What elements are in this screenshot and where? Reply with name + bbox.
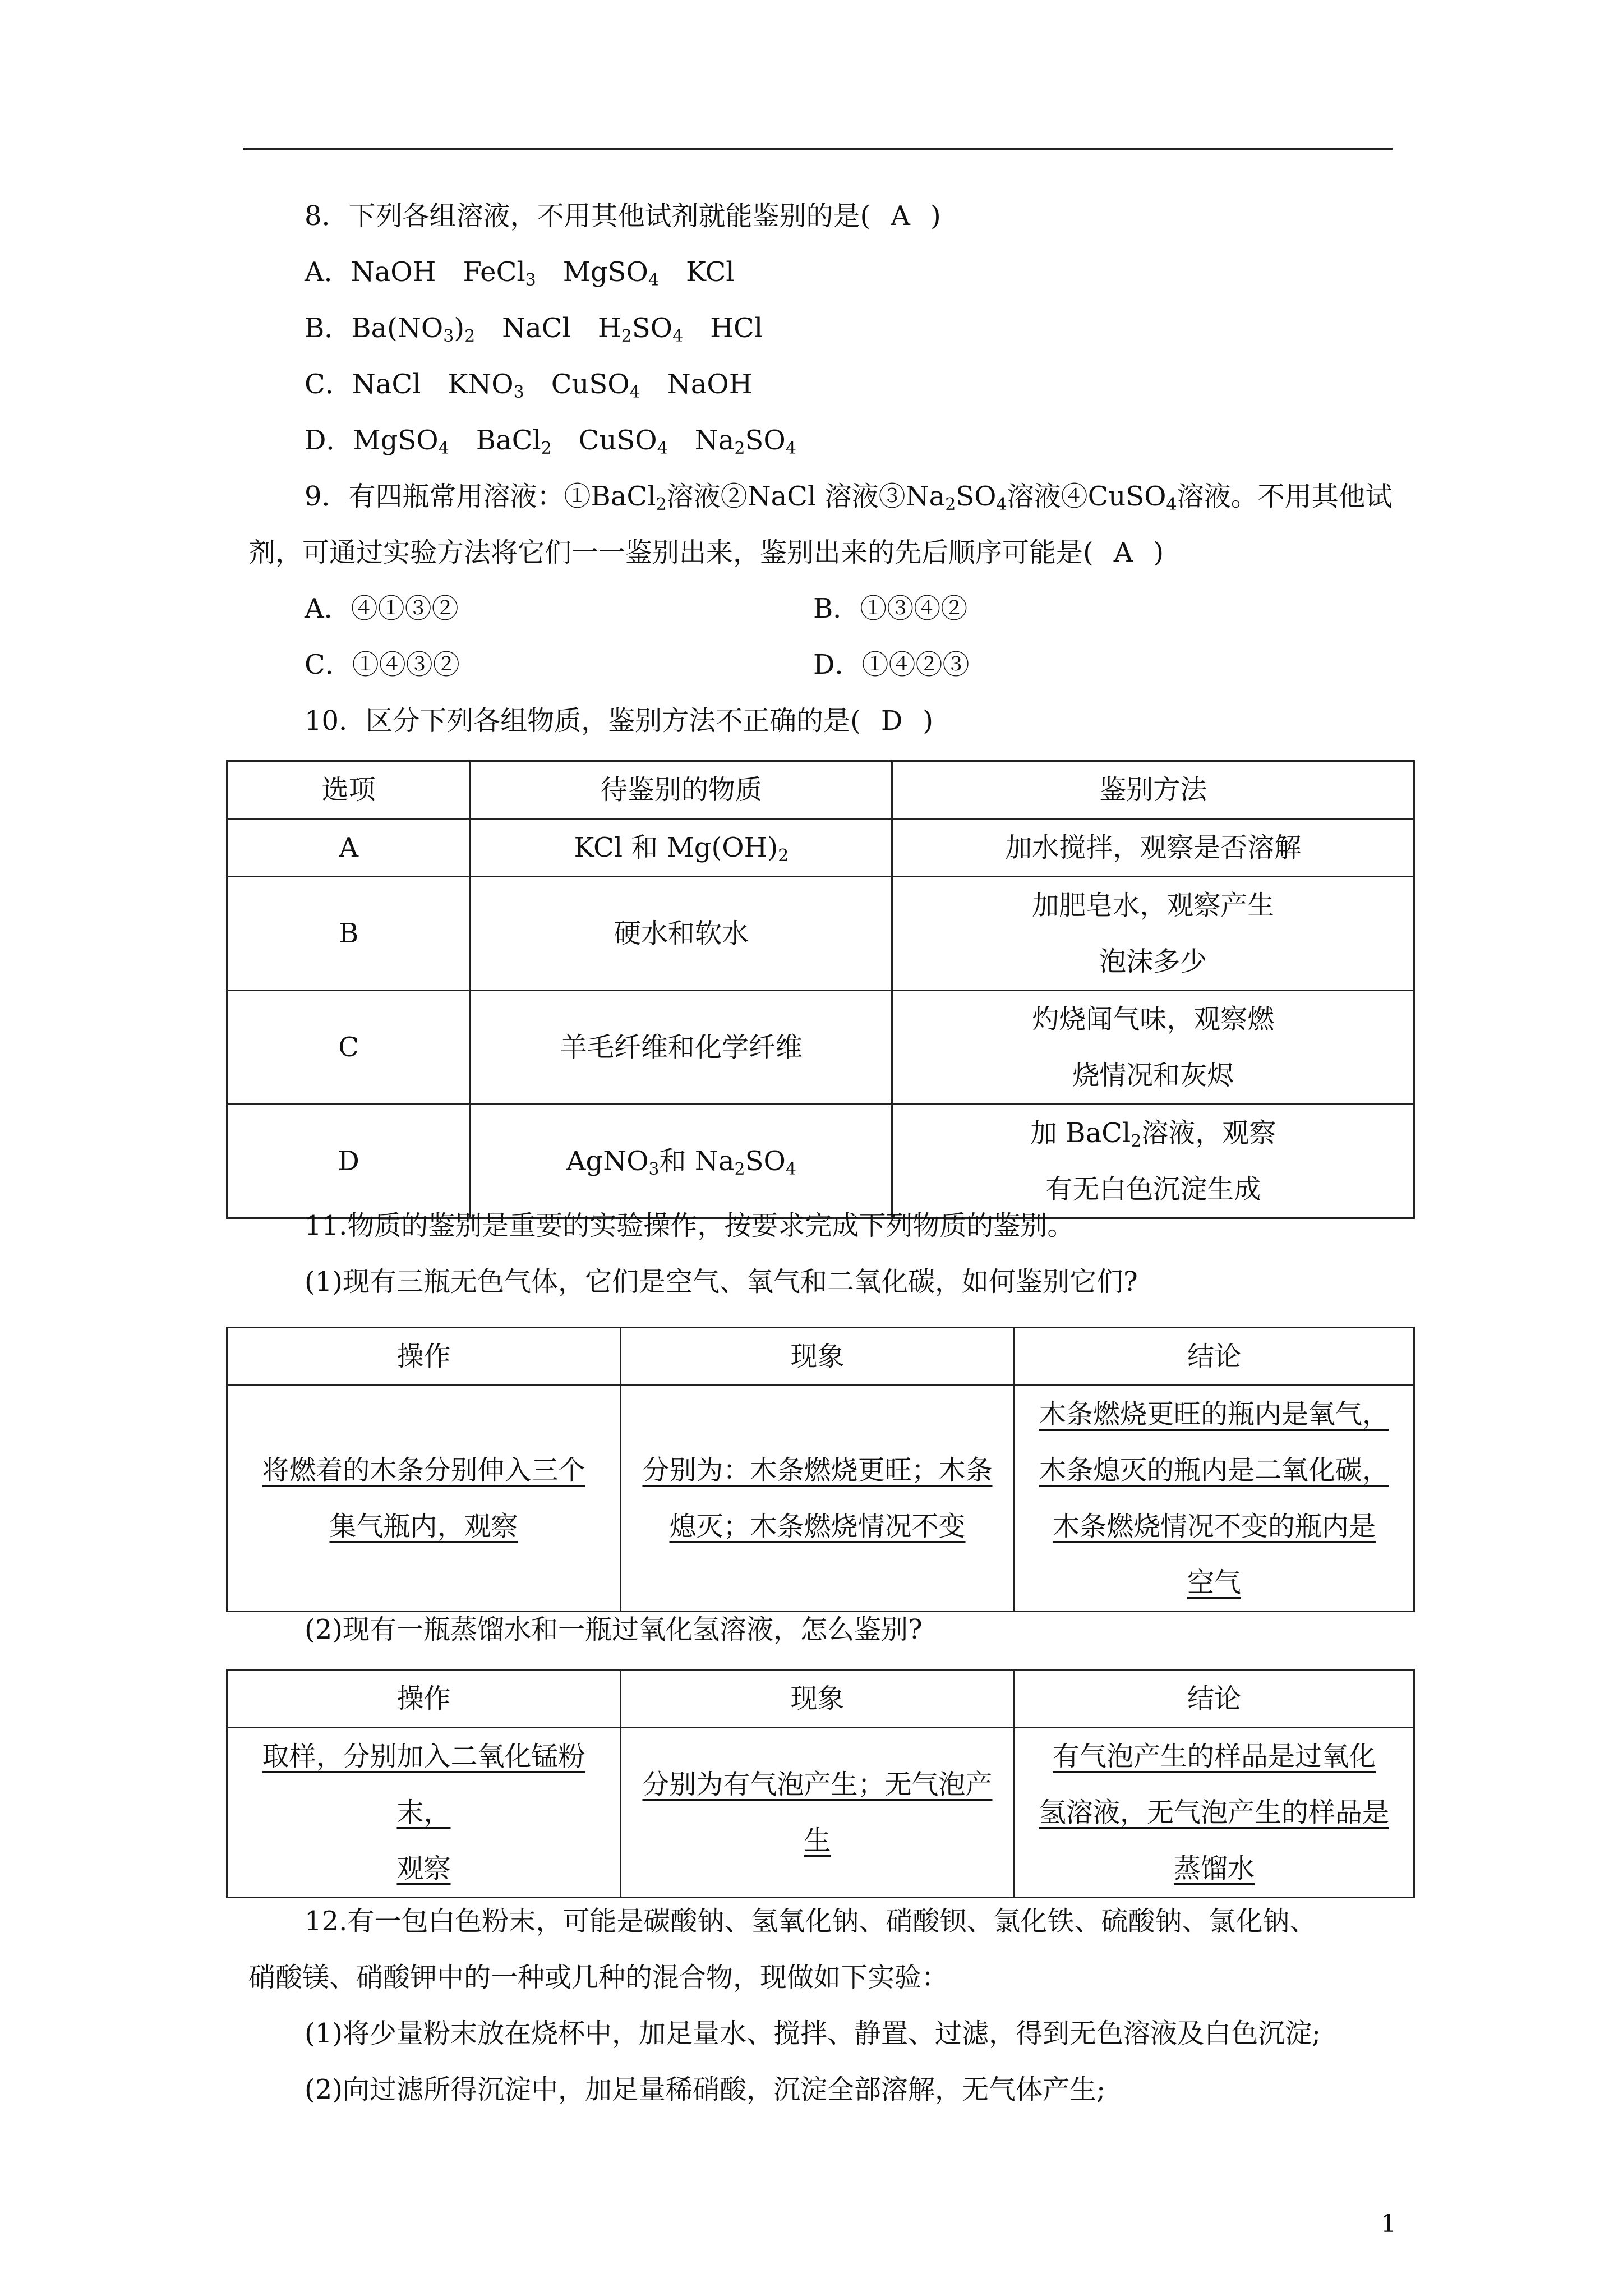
q10-row-d-substance: AgNO$_3$和 $Na_2SO_4$ — [471, 1105, 892, 1218]
q9-option-c: C．①④③② — [305, 649, 460, 680]
q9-option-d: D．①④②③ — [813, 649, 970, 680]
q10-header-substance: 待鉴别的物质 — [471, 761, 892, 819]
q8-option-d: D．MgSO$_4$ BaCl$_2$ CuSO$_4$ $Na_2SO_4$ — [305, 425, 796, 458]
q10-row-a-option: A — [227, 819, 471, 877]
q10-header-method: 鉴别方法 — [892, 761, 1414, 819]
q11-t2-operation: 取样，分别加入二氧化锰粉末， 观察 — [227, 1728, 621, 1898]
q9-option-a: A．④①③② — [305, 593, 459, 624]
q12-step2: (2)向过滤所得沉淀中，加足量稀硝酸，沉淀全部溶解，无气体产生; — [305, 2074, 1106, 2105]
q10-row-c-method: 灼烧闻气味，观察燃 烧情况和灰烬 — [892, 991, 1414, 1105]
q9-stem-line1: 9．有四瓶常用溶液：①BaCl$_2$溶液②NaCl 溶液$③Na_2SO_4$溶液④CuSO$_4$溶液。不用其他试 — [305, 481, 1393, 514]
q10-row-c-option: C — [227, 991, 471, 1105]
table-row — [227, 1728, 1414, 1898]
q11-t1-header-conclusion: 结论 — [1015, 1328, 1414, 1386]
q8-stem: 8．下列各组溶液，不用其他试剂就能鉴别的是( A ) — [305, 200, 941, 232]
q10-row-c-substance: 羊毛纤维和化学纤维 — [471, 991, 892, 1105]
q10-row-a-substance: KCl 和 $Mg(OH)_2$ — [471, 819, 892, 877]
q9-stem-line2: 剂，可通过实验方法将它们一一鉴别出来，鉴别出来的先后顺序可能是( A ) — [248, 537, 1164, 568]
q10-stem: 10．区分下列各组物质，鉴别方法不正确的是( D ) — [305, 705, 934, 737]
page-number: 1 — [1381, 2210, 1396, 2238]
q11-t1-operation: 将燃着的木条分别伸入三个 集气瓶内，观察 — [227, 1386, 621, 1612]
q11-t2-header-conclusion: 结论 — [1015, 1670, 1414, 1728]
q11-table2 — [226, 1669, 1415, 1898]
q10-row-b-method: 加肥皂水，观察产生 泡沫多少 — [892, 877, 1414, 991]
q10-row-b-option: B — [227, 877, 471, 991]
q11-t1-phenomenon: 分别为：木条燃烧更旺；木条 熄灭；木条燃烧情况不变 — [621, 1386, 1015, 1612]
q11-table1 — [226, 1327, 1415, 1612]
table-row — [227, 1105, 1414, 1218]
q11-t2-conclusion: 有气泡产生的样品是过氧化 氢溶液，无气泡产生的样品是 蒸馏水 — [1015, 1728, 1414, 1898]
q11-t1-header-operation: 操作 — [227, 1328, 621, 1386]
q12-stem-line1: 12.有一包白色粉末，可能是碳酸钠、氢氧化钠、硝酸钡、氯化铁、硫酸钠、氯化钠、 — [305, 1906, 1317, 1937]
q12-step1: (1)将少量粉末放在烧杯中，加足量水、搅拌、静置、过滤，得到无色溶液及白色沉淀; — [305, 2018, 1321, 2049]
table-row — [227, 991, 1414, 1105]
table-row — [227, 1386, 1414, 1612]
q11-t2-header-operation: 操作 — [227, 1670, 621, 1728]
table-row — [227, 819, 1414, 877]
q8-option-c: C．NaCl $KNO_3$ CuSO$_4$ NaOH — [305, 369, 753, 402]
q8-option-a: A．NaOH FeCl$_3$ MgSO$_4$ KCl — [305, 256, 735, 290]
q11-stem: 11.物质的鉴别是重要的实验操作，按要求完成下列物质的鉴别。 — [305, 1210, 1075, 1241]
q11-t2-phenomenon: 分别为有气泡产生；无气泡产 生 — [621, 1728, 1015, 1898]
q11-t1-header-phenomenon: 现象 — [621, 1328, 1015, 1386]
q11-part1-prompt: (1)现有三瓶无色气体，它们是空气、氧气和二氧化碳，如何鉴别它们? — [305, 1266, 1138, 1297]
q10-header-option: 选项 — [227, 761, 471, 819]
table-row — [227, 877, 1414, 991]
q8-option-b: B．$Ba(NO_3)_2$ NaCl $H_2SO_4$ HCl — [305, 312, 763, 346]
q11-t2-header-phenomenon: 现象 — [621, 1670, 1015, 1728]
q12-stem-line2: 硝酸镁、硝酸钾中的一种或几种的混合物，现做如下实验： — [248, 1962, 949, 1993]
q11-part2-prompt: (2)现有一瓶蒸馏水和一瓶过氧化氢溶液，怎么鉴别? — [305, 1614, 923, 1645]
q10-row-d-option: D — [227, 1105, 471, 1218]
q10-row-d-method: 加 BaCl$_2$溶液，观察 有无白色沉淀生成 — [892, 1105, 1414, 1218]
q10-row-a-method: 加水搅拌，观察是否溶解 — [892, 819, 1414, 877]
header-rule — [243, 148, 1393, 150]
q10-row-b-substance: 硬水和软水 — [471, 877, 892, 991]
q11-t1-conclusion: 木条燃烧更旺的瓶内是氧气， 木条熄灭的瓶内是二氧化碳， 木条燃烧情况不变的瓶内是 空气 — [1015, 1386, 1414, 1612]
q9-option-b: B．①③④② — [813, 593, 968, 624]
q10-table — [226, 760, 1415, 1219]
